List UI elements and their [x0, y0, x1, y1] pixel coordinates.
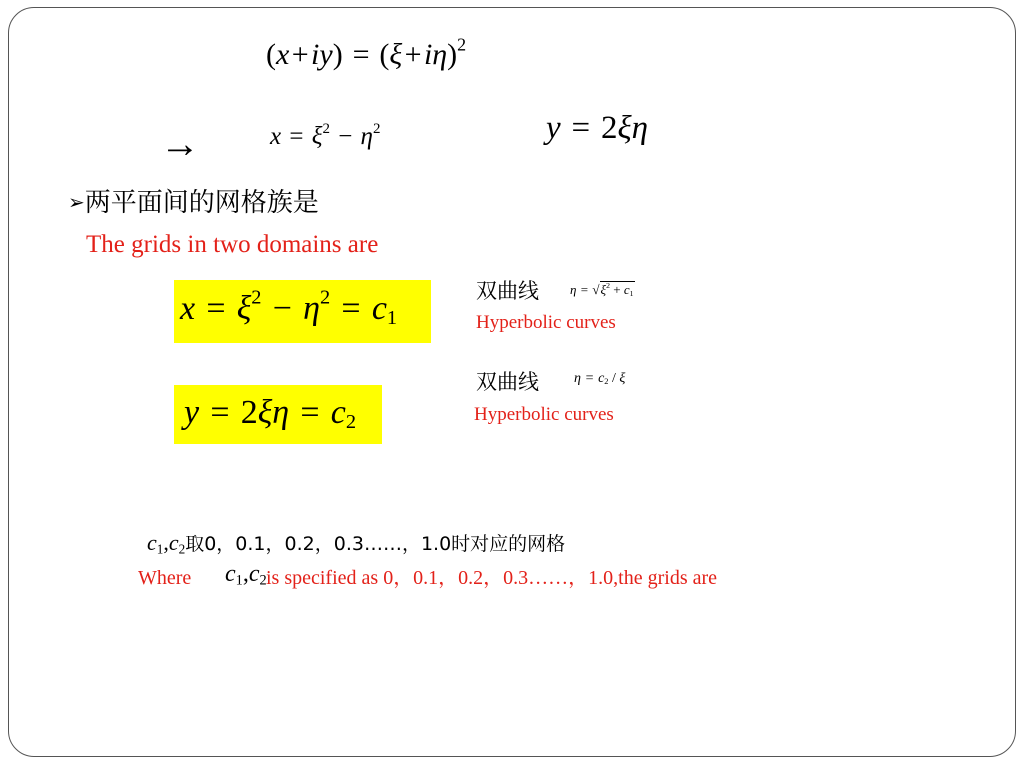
grid2-equation: $y = 2\xi\eta = c_2$ — [174, 385, 382, 444]
bullet-text-en: The grids in two domains are — [86, 231, 379, 258]
bullet-line — [68, 190, 319, 216]
note-where: Where — [138, 567, 192, 589]
y-definition-equation: y = 2ξη — [546, 110, 649, 146]
note-text-en: is specified as 0，0.1，0.2，0.3……，1.0,the grids are — [266, 567, 718, 589]
grid1-label-cn: 双曲线 — [476, 279, 539, 303]
bullet-arrow-icon: ➢ — [68, 190, 85, 214]
grid1-formula: $\eta = √\xi^2 + c_1$ — [570, 281, 634, 298]
grid2-formula: $\eta = c_2 / \xi$ — [574, 371, 626, 387]
note-vars-en: $c_1,c_2$ — [225, 561, 267, 589]
grid1-equation: $x = \xi^2 - \eta^2 = c_1$ — [174, 280, 431, 343]
grid1-label-en: Hyperbolic curves — [476, 312, 616, 333]
grid2-label-en: Hyperbolic curves — [474, 404, 614, 425]
note-line-cn — [147, 530, 566, 557]
complex-equation: $(x+iy) = (\xi+i\eta)^2$ — [266, 34, 467, 71]
note-vars-cn: $c_1,c_2$ — [147, 530, 186, 557]
x-definition-equation: $x = \xi^2 - \eta^2$ — [270, 120, 381, 150]
arrow-icon: → — [160, 121, 200, 166]
note-text-cn: 取0，0.1，0.2，0.3……，1.0时对应的网格 — [185, 533, 566, 555]
grid2-label-cn: 双曲线 — [476, 370, 539, 394]
bullet-text-cn: 两平面间的网格族是 — [84, 188, 319, 218]
